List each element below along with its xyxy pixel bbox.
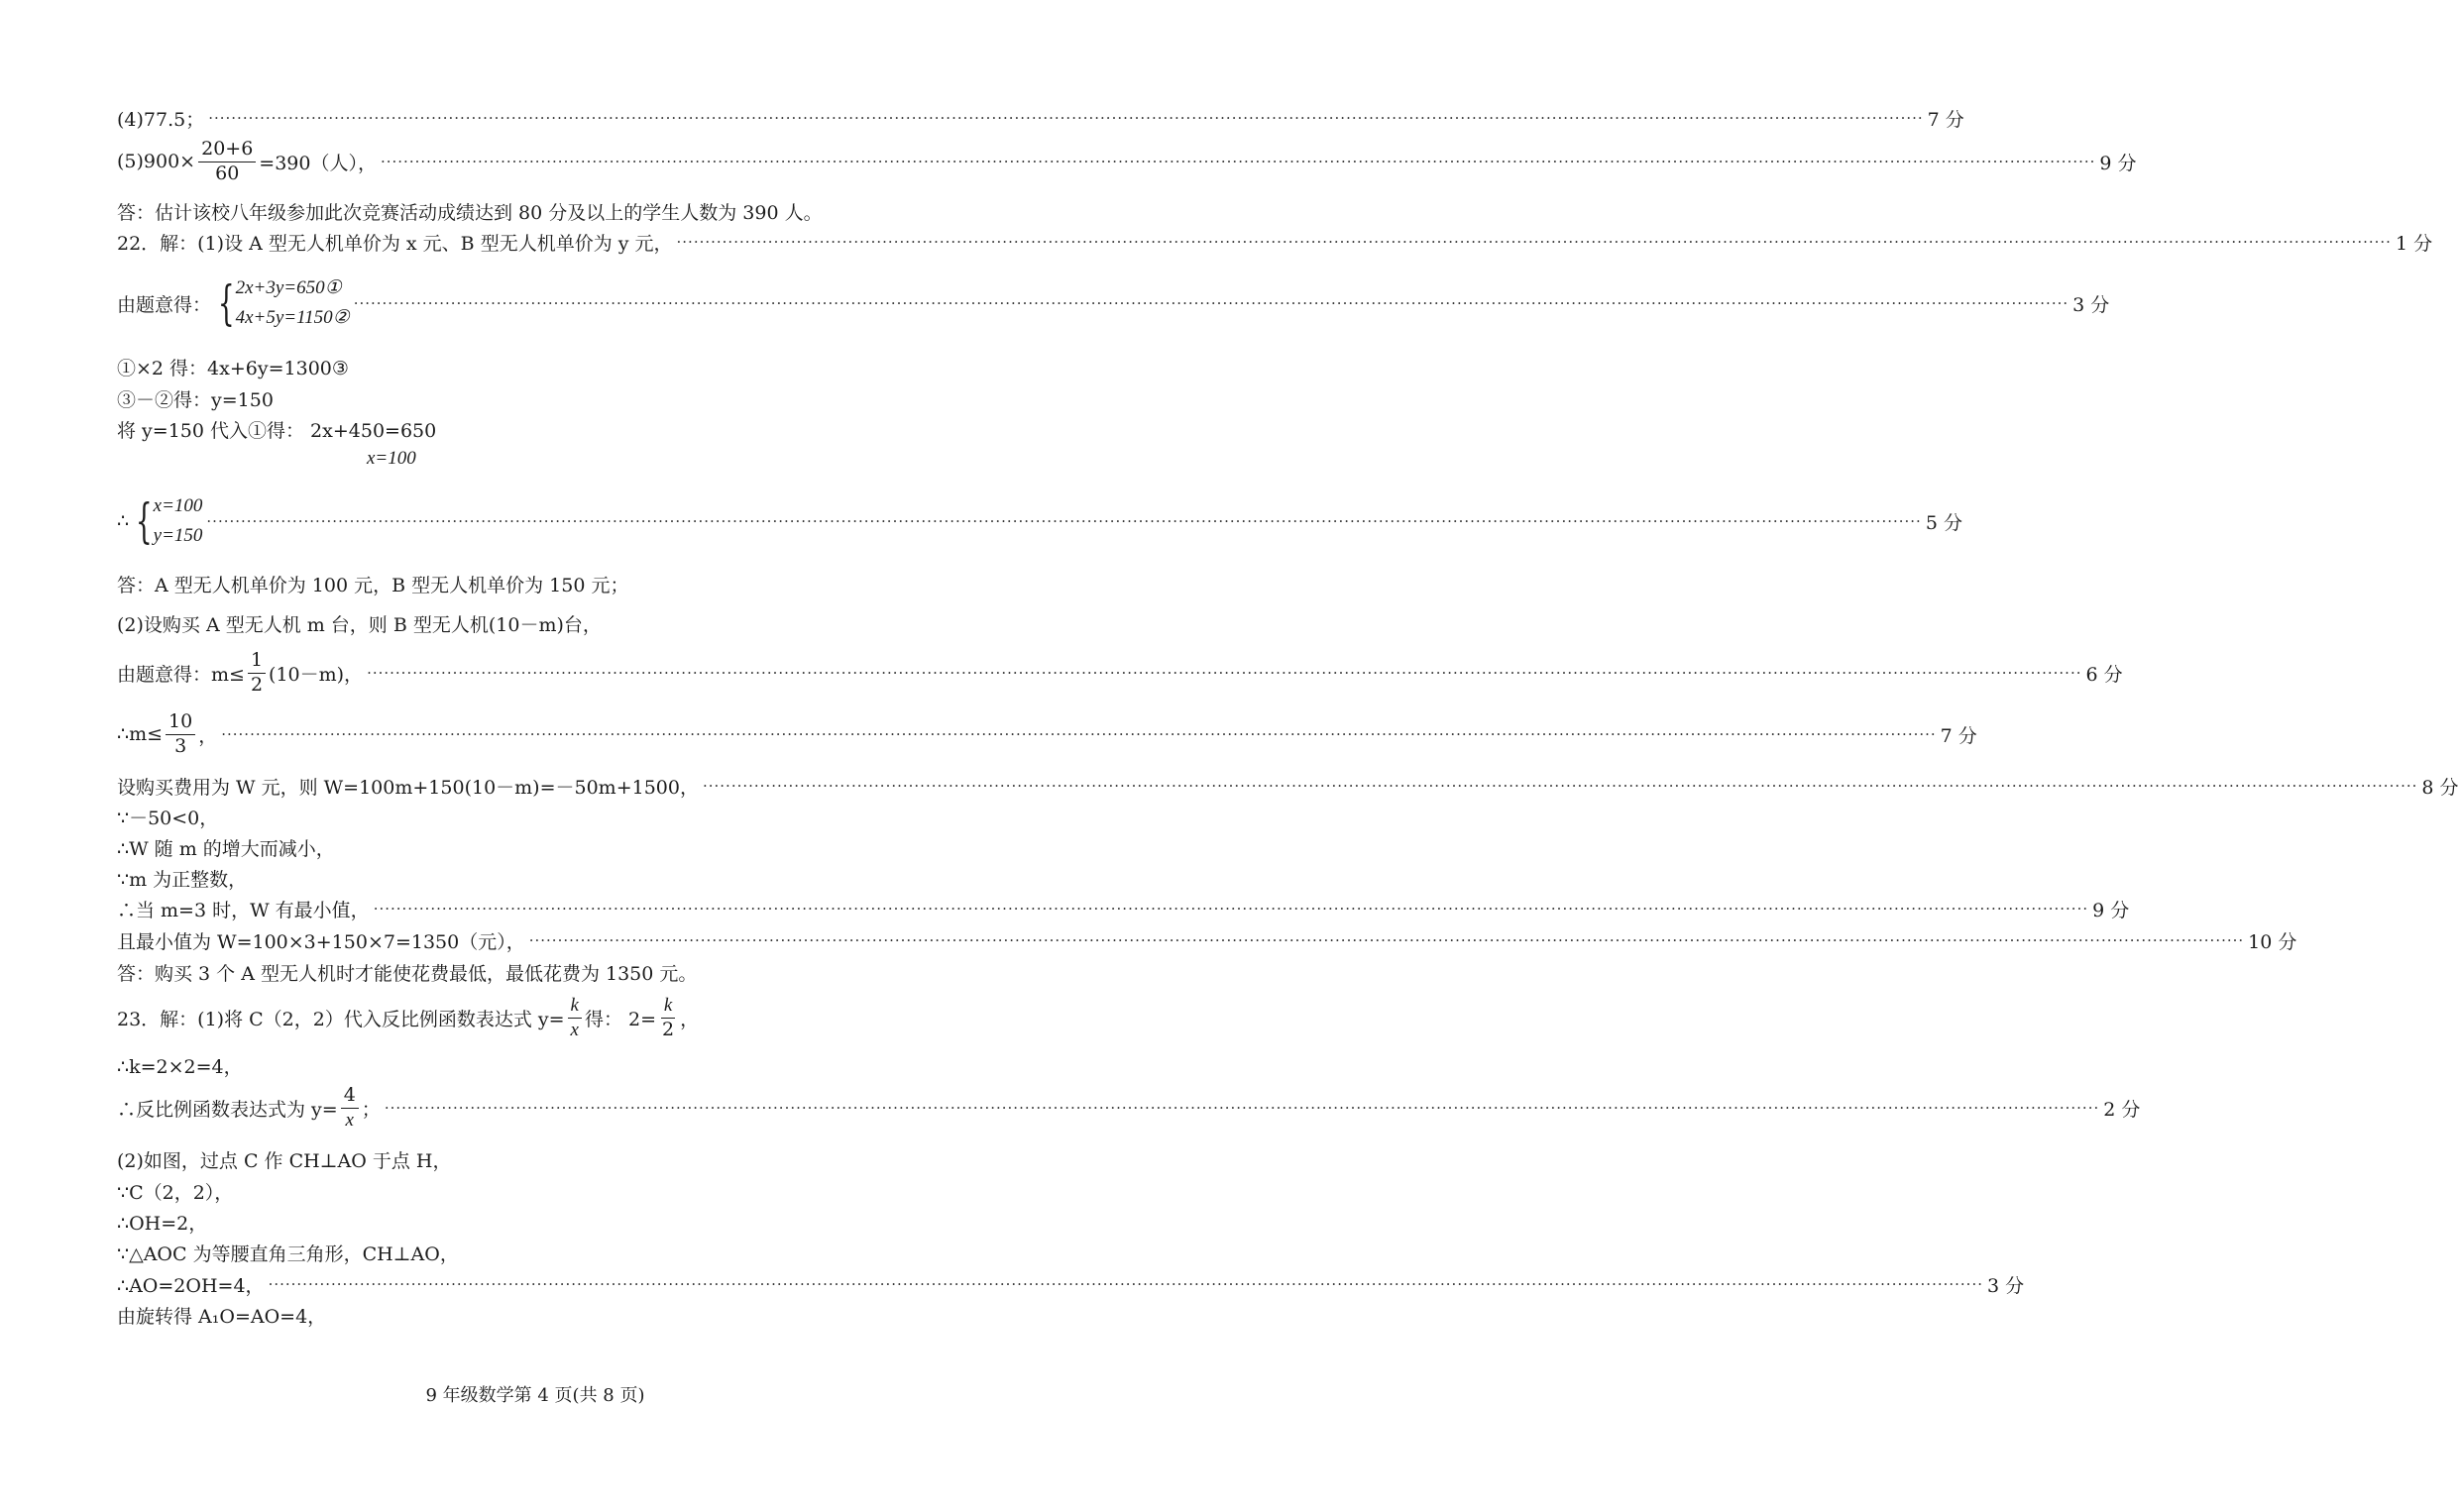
fraction [198,139,256,185]
leader-dots: ············································································································································································································································································································ [373,900,2089,918]
line-text: ③－②得：y=150 [117,389,274,411]
score-label: 7 分 [1927,109,1964,131]
fraction-numerator: k [661,995,675,1019]
line-text: ∴k=2×2=4， [117,1056,243,1078]
q22-part-2 [117,610,875,637]
line-4-answer [117,105,1964,132]
leader-dots: ············································································································································································································································································································ [268,1275,1983,1293]
q23-step-1 [117,1178,875,1205]
q23-k-value [117,1052,875,1079]
line-text: (5)900× [117,151,196,173]
fraction-denominator: 2 [250,673,264,696]
line-text: 设购买费用为 W 元，则 W=100m+150(10－m)=－50m+1500， [117,777,699,799]
score-label: 9 分 [2092,900,2130,921]
q22-step-because-1 [117,804,875,830]
line-text: 将 y=150 代入①得： 2x+450=650 [117,420,437,442]
page-footer: 9 年级数学第 4 页(共 8 页) [425,1385,645,1406]
line-text: ∵C（2，2）， [117,1182,234,1204]
leader-dots: ············································································································································································································································································································ [367,663,2082,682]
line-text: ∴W 随 m 的增大而减小， [117,838,335,860]
q23-step-5 [117,1302,875,1329]
score-label: 3 分 [2072,293,2110,316]
q22-step-1 [117,354,875,380]
score-label: 3 分 [1986,1275,2025,1297]
q23-step-2 [117,1209,875,1236]
score-label: 8 分 [2421,777,2459,799]
fraction-numerator: 20+6 [198,139,256,162]
score-label: 5 分 [1925,511,1962,534]
fraction [659,995,677,1041]
line-text: (10－m)， [269,663,364,686]
line-text: 22．解：(1)设 A 型无人机单价为 x 元、B 型无人机单价为 y 元， [117,233,673,255]
q22-step-because-2 [117,865,875,892]
line-text: ， [198,724,218,747]
fraction [568,995,582,1041]
line-text: 由题意得： [117,293,212,316]
leader-dots: ············································································································································································································································································································ [528,931,2245,949]
q23-step-3 [117,1240,875,1266]
line-text: ； [361,1098,381,1121]
fraction-denominator: x [570,1019,579,1040]
line-text: 得： 2= [584,1008,657,1030]
q22-answer-1 [117,571,875,597]
brace-icon: { [135,493,153,550]
solution-system [129,491,202,552]
q22-answer-2 [117,959,875,986]
line-text: ∴反比例函数表达式为 y= [117,1098,338,1121]
q22-solution [117,491,1962,552]
line-text: ∴OH=2， [117,1213,208,1235]
fraction [341,1085,359,1132]
line-text: ①×2 得：4x+6y=1300③ [117,358,349,379]
solution-x: x=100 [153,495,203,516]
leader-dots: ············································································································································································································································································································ [353,293,2069,312]
score-label: 1 分 [2395,233,2433,255]
score-label: 10 分 [2248,931,2297,953]
leader-dots: ············································································································································································································································································································ [380,152,2096,170]
q22-system [117,273,2110,334]
fraction-denominator: 60 [215,162,240,184]
line-text: 由旋转得 A₁O=AO=4， [117,1306,327,1328]
line-answer-estimate [117,198,875,225]
line-text: ∴m≤ [117,723,164,746]
line-text: ∴AO=2OH=4， [117,1275,265,1297]
leader-dots: ············································································································································································································································································································ [221,724,1937,743]
fraction-numerator: 1 [248,650,266,674]
q23-step-4 [117,1271,2025,1298]
line-text: 23．解：(1)将 C（2，2）代入反比例函数表达式 y= [117,1008,565,1030]
equation-system [211,273,350,334]
solution-y: y=150 [153,525,203,547]
line-text: 且最小值为 W=100×3+150×7=1350（元）， [117,931,525,953]
fraction-denominator: 2 [662,1018,675,1040]
q22-intro [117,229,2433,256]
equation-2: 4x+5y=1150② [235,307,350,329]
line-5-answer [117,138,2137,185]
q22-m-bound [117,710,1977,758]
leader-dots: ············································································································································································································································································································ [208,109,1924,127]
line-text: =390（人）， [259,152,377,174]
leader-dots: ············································································································································································································································································································ [206,511,1922,530]
line-text: 答：A 型无人机单价为 100 元，B 型无人机单价为 150 元； [117,575,629,596]
line-text: ∵m 为正整数， [117,869,248,891]
line-text: 答：购买 3 个 A 型无人机时才能使花费最低，最低花费为 1350 元。 [117,963,698,985]
q23-intro [117,995,875,1041]
fraction-denominator: x [345,1109,354,1131]
score-label: 6 分 [2085,663,2123,686]
line-text: ， [680,1008,700,1030]
line-text: ∵△AOC 为等腰直角三角形，CH⊥AO， [117,1243,459,1265]
line-text: ∵－50<0， [117,808,219,829]
line-text: x=100 [367,448,416,469]
leader-dots: ············································································································································································································································································································ [676,233,2392,251]
fraction [248,650,266,697]
q22-cost-function [117,773,2459,800]
brace-icon: { [217,275,235,332]
fraction-numerator: 4 [341,1085,359,1109]
q22-step-3 [117,416,875,443]
q23-part-2 [117,1146,875,1173]
line-text: ∴当 m=3 时，W 有最小值， [117,900,370,921]
line-text: (2)设购买 A 型无人机 m 台，则 B 型无人机(10－m)台， [117,614,602,636]
line-text: (2)如图，过点 C 作 CH⊥AO 于点 H， [117,1150,452,1172]
leader-dots: ············································································································································································································································································································ [384,1098,2100,1117]
fraction-denominator: 3 [174,734,187,757]
score-label: 7 分 [1940,724,1977,747]
q22-inequality [117,649,2123,697]
q22-step-4 [367,448,664,470]
leader-dots: ············································································································································································································································································································ [702,777,2418,795]
q22-min-value [117,896,2130,922]
line-text: 由题意得：m≤ [117,663,245,686]
fraction-numerator: k [568,995,582,1019]
therefore-symbol: ∴ [117,510,130,533]
fraction-numerator: 10 [166,711,195,735]
equation-1: 2x+3y=650① [235,277,342,298]
score-label: 2 分 [2103,1098,2141,1121]
q22-step-therefore-1 [117,834,875,861]
q23-function [117,1084,2141,1132]
score-label: 9 分 [2099,152,2137,174]
line-text: 答：估计该校八年级参加此次竞赛活动成绩达到 80 分及以上的学生人数为 390 人。 [117,202,823,224]
q22-step-2 [117,385,875,412]
line-text: (4)77.5； [117,109,205,131]
q22-min-calc [117,927,2297,954]
fraction [166,711,195,758]
